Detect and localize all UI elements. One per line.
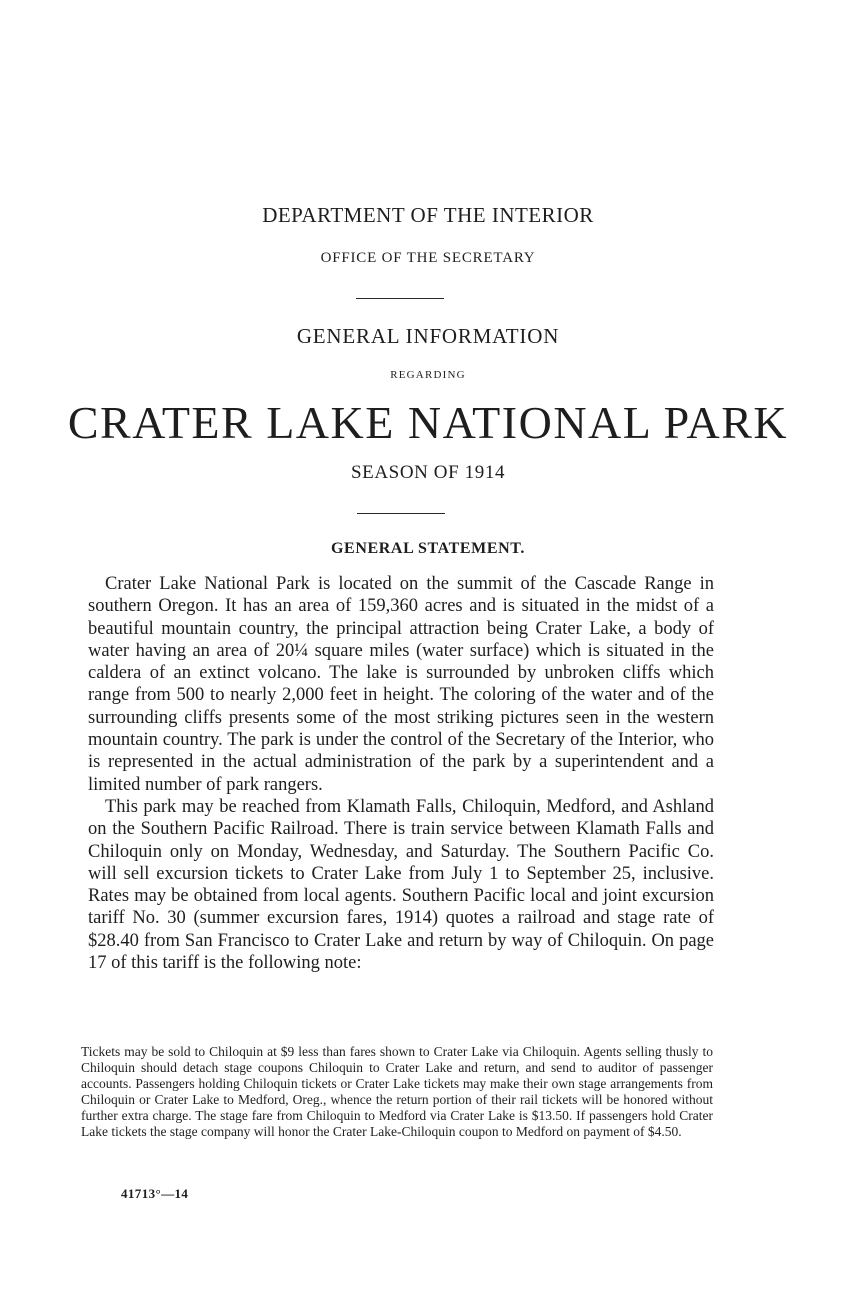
department-heading: DEPARTMENT OF THE INTERIOR (262, 203, 594, 227)
divider-rule (356, 298, 444, 299)
season-heading: SEASON OF 1914 (350, 462, 506, 483)
park-title: CRATER LAKE NATIONAL PARK (67, 397, 789, 448)
section-heading: GENERAL STATEMENT. (331, 540, 525, 557)
body-text (88, 573, 714, 974)
divider-rule (357, 513, 445, 514)
paragraph: Crater Lake National Park is located on the summit of the Cascade Range in southern Oregon. It has an area of 159,360 acres and is situated in the midst of a beautiful mountain country, the principal attraction being Crater Lake, a body of water having an area of 20¼ square miles (water surface) which is situated in the caldera of an extinct volcano. The lake is surrounded by unbroken cliffs which range from 500 to nearly 2,000 feet in height. The coloring of the water and of the surrounding cliffs presents some of the most striking pictures seen in the western mountain country. The park is under the control of the Secretary of the Interior, who is represented in the actual administration of the park by a superintendent and a limited number of park rangers. (88, 574, 714, 795)
print-signature: 41713°—14 (121, 1186, 189, 1201)
general-information-heading: GENERAL INFORMATION (296, 324, 560, 348)
note-text: Tickets may be sold to Chiloquin at $9 less than fares shown to Crater Lake via Chiloquin. Agents selling thusly to Chiloquin should detach stage coupons Chiloquin to Crater Lake and return, and send to auditor of passenger accounts. Passengers holding Chiloquin tickets or Crater Lake tickets may make their own stage arrangements from Chiloquin or Crater Lake to Medford, Oreg., whence the return portion of their rail tickets will be honored without further extra charge. The stage fare from Chiloquin to Medford via Crater Lake is $13.50. If passengers hold Crater Lake tickets the stage company will honor the Crater Lake-Chiloquin coupon to Medford on payment of $4.50. (81, 1044, 713, 1139)
paragraph: This park may be reached from Klamath Falls, Chiloquin, Medford, and Ashland on the Southern Pacific Railroad. There is train service between Klamath Falls and Chiloquin only on Monday, Wednesday, and Saturday. The Southern Pacific Co. will sell excursion tickets to Crater Lake from July 1 to September 25, inclusive. Rates may be obtained from local agents. Southern Pacific local and joint excursion tariff No. 30 (summer excursion fares, 1914) quotes a railroad and stage rate of $28.40 from San Francisco to Crater Lake and return by way of Chiloquin. On page 17 of this tariff is the following note: (88, 796, 714, 974)
office-heading: OFFICE OF THE SECRETARY (320, 250, 536, 266)
regarding-label: REGARDING (390, 369, 466, 381)
tariff-note (81, 1044, 713, 1139)
